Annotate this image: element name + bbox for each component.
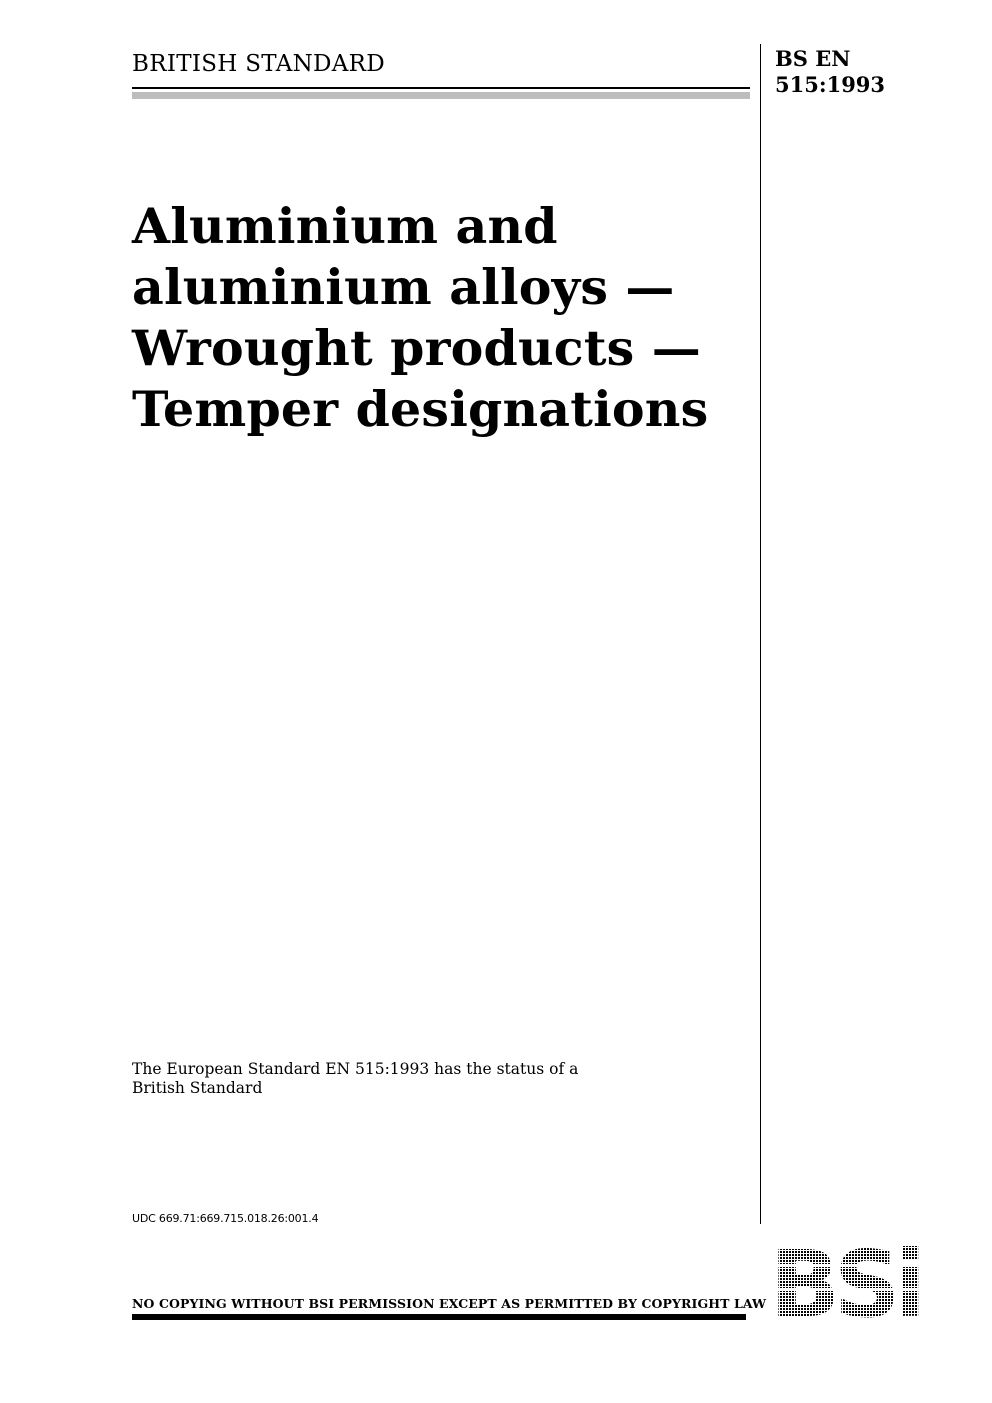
status-note: [132, 1060, 602, 1098]
title-line: Wrought products —: [132, 319, 701, 377]
title-line: aluminium alloys —: [132, 258, 675, 316]
udc-code: UDC 669.71:669.715.018.26:001.4: [132, 1212, 319, 1225]
document-number-line2: 515:1993: [775, 72, 886, 97]
document-number-line1: BS EN: [775, 46, 851, 71]
footer-rule: [132, 1314, 746, 1320]
vertical-divider: [760, 44, 761, 1224]
title-line: Aluminium and: [132, 197, 558, 255]
status-note-line1: The European Standard EN 515:1993 has the status of a: [132, 1060, 579, 1078]
standard-type-label: BRITISH STANDARD: [132, 51, 386, 77]
title-line: Temper designations: [132, 380, 709, 438]
header-rule-shaded: [132, 92, 750, 99]
document-number: [775, 46, 885, 98]
header-rule: [132, 87, 750, 89]
bsi-logo: [768, 1242, 946, 1322]
copyright-notice: NO COPYING WITHOUT BSI PERMISSION EXCEPT AS PERMITTED BY COPYRIGHT LAW: [132, 1296, 767, 1311]
document-title: [132, 196, 742, 440]
status-note-line2: British Standard: [132, 1079, 263, 1097]
